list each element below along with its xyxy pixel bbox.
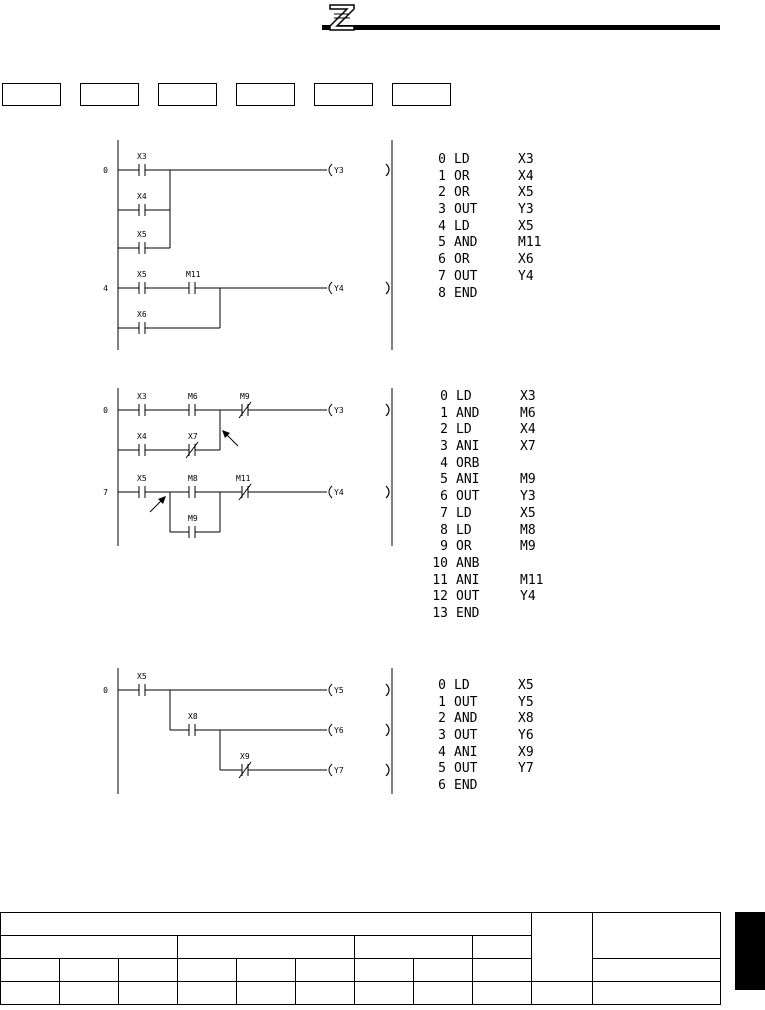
step-number: 11 [432, 572, 448, 588]
program-row [430, 589, 543, 606]
table-cell [178, 982, 237, 1005]
instruction: LD [456, 505, 472, 521]
device: Y4 [520, 589, 536, 605]
rung-step: 0 [103, 686, 108, 695]
step-number: 1 [438, 168, 446, 184]
contact-label: M9 [188, 514, 198, 523]
coil-label: Y5 [334, 686, 344, 695]
instruction: LD [454, 678, 470, 693]
instruction: LD [454, 218, 470, 234]
instruction: AND [454, 711, 478, 727]
program-row [428, 235, 541, 252]
device: M11 [518, 235, 542, 251]
program-row [428, 169, 541, 186]
table-cell [1, 913, 532, 936]
instruction: END [454, 778, 478, 794]
program-list-2 [430, 389, 543, 623]
device: X3 [518, 152, 534, 167]
coil-label: Y4 [334, 284, 344, 293]
program-list-1 [428, 152, 541, 302]
program-row [428, 711, 534, 728]
program-row [430, 439, 543, 456]
program-row [428, 695, 534, 712]
contact-label: X3 [137, 152, 147, 161]
table-cell [532, 913, 593, 982]
side-tab [735, 912, 765, 990]
instruction: OR [454, 185, 470, 201]
contact-label: X5 [137, 270, 147, 279]
table-cell [355, 936, 473, 959]
program-row [430, 489, 543, 506]
ladder-diagram-3 [100, 668, 400, 798]
instruction: AND [456, 405, 480, 421]
step-number: 0 [438, 152, 446, 167]
contact-label: X9 [240, 752, 250, 761]
step-number: 4 [438, 218, 446, 234]
table-cell [355, 982, 414, 1005]
program-row [430, 606, 543, 623]
instruction: OUT [454, 268, 478, 284]
rung-step: 7 [103, 488, 108, 497]
program-row [428, 761, 534, 778]
contact-label: X3 [137, 392, 147, 401]
program-row [428, 286, 541, 303]
table-cell [60, 982, 119, 1005]
instruction: OR [456, 539, 472, 555]
device: X5 [518, 678, 534, 693]
program-row [428, 252, 541, 269]
contact-label: M9 [240, 392, 250, 401]
header-box-6 [392, 83, 451, 106]
table-cell [237, 959, 296, 982]
instruction: LD [456, 389, 472, 404]
step-number: 6 [438, 252, 446, 268]
program-row [430, 422, 543, 439]
ladder-diagram-2 [100, 388, 400, 548]
table-cell [1, 936, 178, 959]
instruction: ORB [456, 455, 480, 471]
coil-label: Y7 [334, 766, 344, 775]
program-row [428, 152, 541, 169]
device: M11 [520, 572, 544, 588]
device: X9 [518, 744, 534, 760]
step-number: 5 [438, 761, 446, 777]
rung-step: 4 [103, 284, 108, 293]
z-logo-icon [328, 2, 358, 32]
device: X5 [518, 185, 534, 201]
program-row [430, 472, 543, 489]
program-list-3 [428, 678, 534, 795]
device: M8 [520, 522, 536, 538]
header-box-3 [158, 83, 217, 106]
device: X6 [518, 252, 534, 268]
step-number: 2 [438, 185, 446, 201]
contact-label: X6 [137, 310, 147, 319]
step-number: 12 [432, 589, 448, 605]
table-cell [119, 982, 178, 1005]
step-number: 4 [438, 744, 446, 760]
program-row [430, 523, 543, 540]
instruction: ANI [454, 744, 478, 760]
table-cell [119, 959, 178, 982]
table-cell [296, 959, 355, 982]
contact-label: X4 [137, 432, 147, 441]
device: X5 [520, 505, 536, 521]
device: X4 [518, 168, 534, 184]
step-number: 3 [440, 439, 448, 455]
table-cell [1, 959, 60, 982]
device: Y3 [520, 489, 536, 505]
step-number: 3 [438, 728, 446, 744]
instruction: LD [454, 152, 470, 167]
instruction: LD [456, 522, 472, 538]
contact-label: X5 [137, 230, 147, 239]
coil-label: Y3 [334, 166, 344, 175]
step-number: 1 [440, 405, 448, 421]
step-number: 0 [440, 389, 448, 404]
device: Y5 [518, 694, 534, 710]
instruction: OUT [454, 694, 478, 710]
step-number: 8 [440, 522, 448, 538]
program-row [430, 556, 543, 573]
step-number: 0 [438, 678, 446, 693]
table-cell [414, 982, 473, 1005]
contact-label: M11 [186, 270, 201, 279]
device: X5 [518, 218, 534, 234]
contact-label: X5 [137, 474, 147, 483]
instruction: OUT [454, 761, 478, 777]
table-cell [593, 982, 721, 1005]
device: X3 [520, 389, 536, 404]
ladder-diagram-1 [100, 140, 400, 355]
instruction: END [456, 605, 480, 621]
instruction: OR [454, 252, 470, 268]
program-row [428, 745, 534, 762]
program-row [430, 406, 543, 423]
device: X8 [518, 711, 534, 727]
step-number: 8 [438, 285, 446, 301]
rung-step: 0 [103, 166, 108, 175]
step-number: 5 [438, 235, 446, 251]
device: M6 [520, 405, 536, 421]
header-box-5 [314, 83, 373, 106]
table-cell [593, 959, 721, 982]
program-row [428, 219, 541, 236]
instruction: ANB [456, 555, 480, 571]
instruction: ANI [456, 439, 480, 455]
step-number: 7 [438, 268, 446, 284]
table-cell [355, 959, 414, 982]
coil-label: Y3 [334, 406, 344, 415]
instruction: END [454, 285, 478, 301]
device: M9 [520, 472, 536, 488]
step-number: 2 [438, 711, 446, 727]
step-number: 3 [438, 202, 446, 218]
device: Y4 [518, 268, 534, 284]
table-cell [178, 936, 355, 959]
step-number: 9 [440, 539, 448, 555]
table-cell [473, 959, 532, 982]
step-number: 2 [440, 422, 448, 438]
step-number: 5 [440, 472, 448, 488]
header-bar [322, 25, 720, 30]
table-cell [473, 936, 532, 959]
table-cell [178, 959, 237, 982]
program-row [430, 539, 543, 556]
instruction: OUT [456, 489, 480, 505]
instruction: ANI [456, 472, 480, 488]
instruction: AND [454, 235, 478, 251]
program-row [428, 185, 541, 202]
device: Y3 [518, 202, 534, 218]
step-number: 7 [440, 505, 448, 521]
program-row [428, 269, 541, 286]
rung-step: 0 [103, 406, 108, 415]
header-box-4 [236, 83, 295, 106]
step-number: 6 [440, 489, 448, 505]
instruction: OUT [454, 202, 478, 218]
coil-label: Y4 [334, 488, 344, 497]
bottom-table [0, 912, 721, 1005]
instruction: OUT [456, 589, 480, 605]
contact-label: M11 [236, 474, 251, 483]
contact-label: X8 [188, 712, 198, 721]
table-cell [1, 982, 60, 1005]
table-cell [532, 982, 593, 1005]
step-number: 13 [432, 605, 448, 621]
contact-label: M8 [188, 474, 198, 483]
header-box-2 [80, 83, 139, 106]
table-cell [237, 982, 296, 1005]
step-number: 10 [432, 555, 448, 571]
device: M9 [520, 539, 536, 555]
step-number: 6 [438, 778, 446, 794]
program-row [430, 506, 543, 523]
program-row [430, 573, 543, 590]
program-row [428, 202, 541, 219]
instruction: LD [456, 422, 472, 438]
instruction: OUT [454, 728, 478, 744]
program-row [430, 389, 543, 406]
header-box-1 [2, 83, 61, 106]
device: Y6 [518, 728, 534, 744]
table-cell [296, 982, 355, 1005]
coil-label: Y6 [334, 726, 344, 735]
table-cell [593, 913, 721, 959]
step-number: 4 [440, 455, 448, 471]
table-cell [473, 982, 532, 1005]
program-row [428, 778, 534, 795]
table-cell [60, 959, 119, 982]
program-row [428, 728, 534, 745]
contact-label: X4 [137, 192, 147, 201]
program-row [428, 678, 534, 695]
step-number: 1 [438, 694, 446, 710]
instruction: OR [454, 168, 470, 184]
program-row [430, 456, 543, 473]
contact-label: X5 [137, 672, 147, 681]
table-cell [414, 959, 473, 982]
device: X4 [520, 422, 536, 438]
contact-label: X7 [188, 432, 198, 441]
device: X7 [520, 439, 536, 455]
device: Y7 [518, 761, 534, 777]
contact-label: M6 [188, 392, 198, 401]
instruction: ANI [456, 572, 480, 588]
